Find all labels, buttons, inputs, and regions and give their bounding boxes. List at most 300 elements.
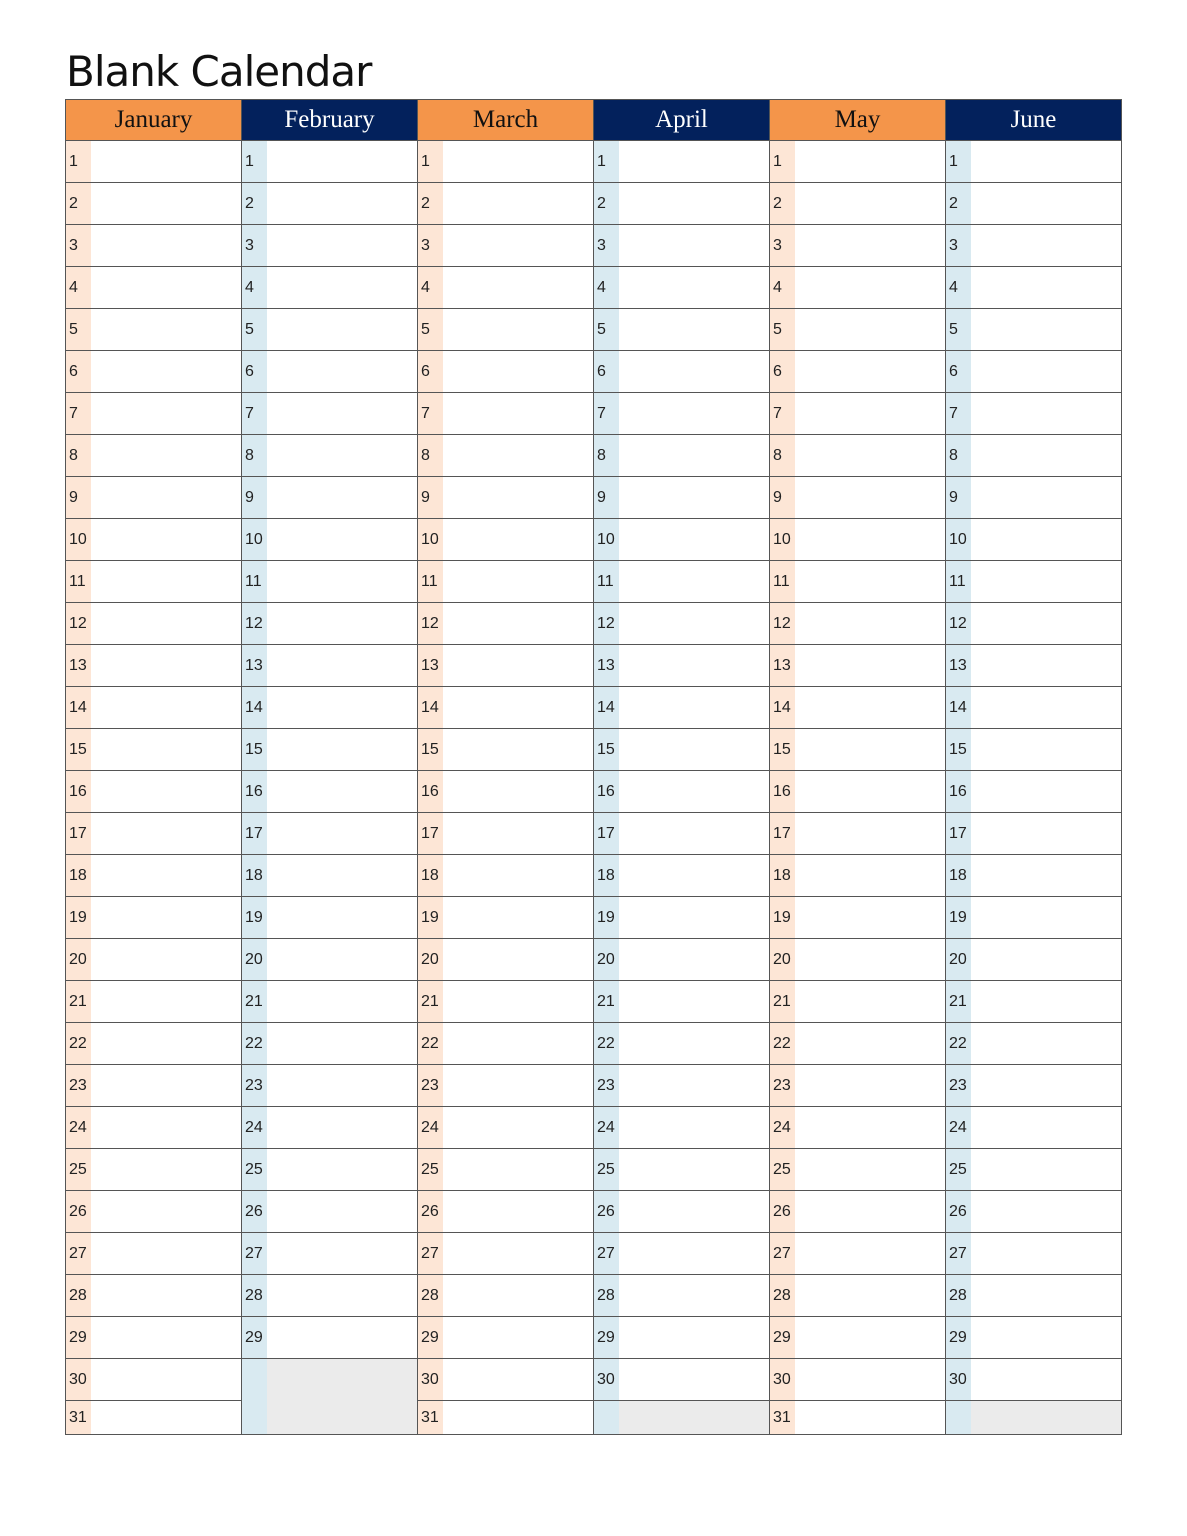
day-entry-cell[interactable] xyxy=(971,897,1121,938)
day-entry-cell[interactable] xyxy=(795,477,945,518)
day-number: 23 xyxy=(770,1065,795,1106)
day-entry-cell[interactable] xyxy=(91,687,241,728)
day-entry-cell[interactable] xyxy=(443,1107,593,1148)
day-number: 11 xyxy=(242,561,267,602)
day-entry-cell[interactable] xyxy=(795,561,945,602)
day-entry-cell[interactable] xyxy=(91,183,241,224)
day-entry-cell[interactable] xyxy=(619,351,769,392)
day-entry-cell[interactable] xyxy=(91,729,241,770)
day-entry-cell[interactable] xyxy=(971,351,1121,392)
day-row xyxy=(594,771,769,813)
day-number: 15 xyxy=(594,729,619,770)
day-number: 11 xyxy=(594,561,619,602)
day-entry-cell[interactable] xyxy=(795,1065,945,1106)
day-entry-cell[interactable] xyxy=(619,435,769,476)
day-number: 11 xyxy=(770,561,795,602)
day-entry-cell[interactable] xyxy=(619,603,769,644)
day-row xyxy=(770,771,945,813)
day-entry-cell[interactable] xyxy=(443,855,593,896)
day-entry-cell[interactable] xyxy=(91,561,241,602)
day-number: 12 xyxy=(242,603,267,644)
day-number: 16 xyxy=(770,771,795,812)
day-entry-cell[interactable] xyxy=(267,1065,417,1106)
day-row xyxy=(66,393,241,435)
day-row xyxy=(770,141,945,183)
day-entry-cell[interactable] xyxy=(443,1317,593,1358)
day-number: 21 xyxy=(66,981,91,1022)
day-entry-cell[interactable] xyxy=(619,1191,769,1232)
day-entry-cell[interactable] xyxy=(443,561,593,602)
day-entry-cell[interactable] xyxy=(971,1107,1121,1148)
day-entry-cell[interactable] xyxy=(267,1107,417,1148)
day-number: 28 xyxy=(242,1275,267,1316)
day-entry-cell[interactable] xyxy=(267,939,417,980)
day-entry-cell[interactable] xyxy=(619,939,769,980)
day-row xyxy=(242,939,417,981)
day-entry-cell[interactable] xyxy=(443,1065,593,1106)
day-entry-cell[interactable] xyxy=(443,1149,593,1190)
day-number: 11 xyxy=(66,561,91,602)
day-entry-cell[interactable] xyxy=(443,771,593,812)
day-number: 3 xyxy=(66,225,91,266)
day-entry-cell[interactable] xyxy=(795,897,945,938)
day-entry-cell[interactable] xyxy=(443,393,593,434)
day-number: 26 xyxy=(770,1191,795,1232)
day-entry-cell[interactable] xyxy=(91,897,241,938)
month-column-january xyxy=(66,100,242,1434)
day-entry-cell[interactable] xyxy=(443,267,593,308)
day-number: 17 xyxy=(66,813,91,854)
day-row xyxy=(770,729,945,771)
day-entry-cell[interactable] xyxy=(91,1149,241,1190)
day-entry-cell[interactable] xyxy=(619,1317,769,1358)
day-entry-cell[interactable] xyxy=(267,351,417,392)
day-entry-cell[interactable] xyxy=(619,225,769,266)
day-entry-cell[interactable] xyxy=(267,897,417,938)
day-row xyxy=(418,897,593,939)
day-entry-cell[interactable] xyxy=(619,1149,769,1190)
day-entry-cell[interactable] xyxy=(795,645,945,686)
day-entry-cell[interactable] xyxy=(619,1275,769,1316)
day-entry-cell[interactable] xyxy=(443,351,593,392)
day-entry-cell[interactable] xyxy=(267,687,417,728)
day-entry-cell[interactable] xyxy=(267,1023,417,1064)
day-entry-cell[interactable] xyxy=(971,1275,1121,1316)
day-entry-cell[interactable] xyxy=(91,813,241,854)
day-row xyxy=(66,561,241,603)
day-entry-cell[interactable] xyxy=(795,771,945,812)
day-entry-cell[interactable] xyxy=(795,1401,945,1434)
day-row xyxy=(946,435,1121,477)
day-entry-cell[interactable] xyxy=(443,141,593,182)
day-row xyxy=(594,645,769,687)
day-number: 15 xyxy=(66,729,91,770)
day-number: 4 xyxy=(66,267,91,308)
day-row xyxy=(418,1233,593,1275)
day-entry-cell[interactable] xyxy=(443,603,593,644)
day-entry-cell[interactable] xyxy=(619,771,769,812)
day-row xyxy=(242,393,417,435)
day-entry-cell[interactable] xyxy=(91,519,241,560)
day-row xyxy=(242,1233,417,1275)
day-entry-cell[interactable] xyxy=(443,645,593,686)
day-entry-cell[interactable] xyxy=(795,981,945,1022)
day-number: 8 xyxy=(770,435,795,476)
day-entry-cell[interactable] xyxy=(971,561,1121,602)
day-number: 18 xyxy=(66,855,91,896)
day-entry-cell[interactable] xyxy=(443,1233,593,1274)
day-row xyxy=(946,1149,1121,1191)
day-entry-cell[interactable] xyxy=(795,729,945,770)
day-row xyxy=(770,183,945,225)
day-entry-cell[interactable] xyxy=(91,855,241,896)
day-row xyxy=(594,813,769,855)
day-row xyxy=(770,897,945,939)
day-number: 19 xyxy=(594,897,619,938)
unused-day-cell xyxy=(971,1401,1121,1434)
day-entry-cell[interactable] xyxy=(795,1359,945,1400)
day-entry-cell[interactable] xyxy=(619,393,769,434)
day-number: 23 xyxy=(242,1065,267,1106)
day-row xyxy=(418,309,593,351)
day-row xyxy=(418,939,593,981)
day-number: 16 xyxy=(418,771,443,812)
day-entry-cell[interactable] xyxy=(619,183,769,224)
day-row xyxy=(946,183,1121,225)
day-entry-cell[interactable] xyxy=(267,1149,417,1190)
day-entry-cell[interactable] xyxy=(267,141,417,182)
day-entry-cell[interactable] xyxy=(267,309,417,350)
day-number: 26 xyxy=(418,1191,443,1232)
day-row xyxy=(418,1275,593,1317)
day-entry-cell[interactable] xyxy=(267,1191,417,1232)
unused-day-cell xyxy=(267,1359,417,1401)
day-entry-cell[interactable] xyxy=(267,603,417,644)
day-entry-cell[interactable] xyxy=(267,519,417,560)
day-number: 18 xyxy=(242,855,267,896)
day-entry-cell[interactable] xyxy=(795,1107,945,1148)
day-entry-cell[interactable] xyxy=(443,939,593,980)
day-entry-cell[interactable] xyxy=(971,1317,1121,1358)
day-entry-cell[interactable] xyxy=(619,855,769,896)
day-entry-cell[interactable] xyxy=(267,1233,417,1274)
day-row xyxy=(946,141,1121,183)
day-row xyxy=(242,1191,417,1233)
day-entry-cell[interactable] xyxy=(619,729,769,770)
day-entry-cell[interactable] xyxy=(91,351,241,392)
day-number: 8 xyxy=(946,435,971,476)
day-entry-cell[interactable] xyxy=(91,1401,241,1434)
day-entry-cell[interactable] xyxy=(91,141,241,182)
day-entry-cell[interactable] xyxy=(971,1359,1121,1400)
day-entry-cell[interactable] xyxy=(619,1107,769,1148)
day-entry-cell[interactable] xyxy=(795,1023,945,1064)
day-entry-cell[interactable] xyxy=(91,1233,241,1274)
day-number: 29 xyxy=(418,1317,443,1358)
day-entry-cell[interactable] xyxy=(443,183,593,224)
day-entry-cell[interactable] xyxy=(91,939,241,980)
day-number: 24 xyxy=(594,1107,619,1148)
day-entry-cell[interactable] xyxy=(267,183,417,224)
day-row xyxy=(418,267,593,309)
day-row xyxy=(66,729,241,771)
day-entry-cell[interactable] xyxy=(619,477,769,518)
day-number: 23 xyxy=(946,1065,971,1106)
day-entry-cell[interactable] xyxy=(795,225,945,266)
day-entry-cell[interactable] xyxy=(971,687,1121,728)
day-entry-cell[interactable] xyxy=(619,1359,769,1400)
day-entry-cell[interactable] xyxy=(971,267,1121,308)
day-entry-cell[interactable] xyxy=(443,519,593,560)
day-entry-cell[interactable] xyxy=(267,225,417,266)
day-row xyxy=(66,1065,241,1107)
day-row xyxy=(946,351,1121,393)
day-entry-cell[interactable] xyxy=(443,309,593,350)
day-number: 18 xyxy=(418,855,443,896)
day-number: 17 xyxy=(418,813,443,854)
day-number: 20 xyxy=(946,939,971,980)
day-entry-cell[interactable] xyxy=(619,267,769,308)
day-row xyxy=(770,1149,945,1191)
day-entry-cell[interactable] xyxy=(91,477,241,518)
day-row xyxy=(770,561,945,603)
day-number: 16 xyxy=(594,771,619,812)
day-number: 30 xyxy=(418,1359,443,1400)
day-row xyxy=(946,1275,1121,1317)
day-entry-cell[interactable] xyxy=(971,519,1121,560)
day-entry-cell[interactable] xyxy=(267,477,417,518)
day-entry-cell[interactable] xyxy=(795,603,945,644)
day-entry-cell[interactable] xyxy=(971,1191,1121,1232)
day-entry-cell[interactable] xyxy=(971,645,1121,686)
day-row xyxy=(418,1149,593,1191)
day-number: 26 xyxy=(946,1191,971,1232)
day-row xyxy=(770,477,945,519)
day-row xyxy=(66,1023,241,1065)
day-entry-cell[interactable] xyxy=(971,435,1121,476)
day-entry-cell[interactable] xyxy=(971,603,1121,644)
day-entry-cell[interactable] xyxy=(267,1275,417,1316)
day-number: 8 xyxy=(418,435,443,476)
day-number: 26 xyxy=(594,1191,619,1232)
day-entry-cell[interactable] xyxy=(971,1065,1121,1106)
day-row xyxy=(242,519,417,561)
day-entry-cell[interactable] xyxy=(267,267,417,308)
day-number: 27 xyxy=(946,1233,971,1274)
day-row xyxy=(242,1065,417,1107)
day-entry-cell[interactable] xyxy=(443,477,593,518)
day-entry-cell[interactable] xyxy=(971,981,1121,1022)
day-entry-cell[interactable] xyxy=(443,1275,593,1316)
day-entry-cell[interactable] xyxy=(795,267,945,308)
day-entry-cell[interactable] xyxy=(91,1317,241,1358)
day-entry-cell[interactable] xyxy=(267,813,417,854)
day-entry-cell[interactable] xyxy=(619,1233,769,1274)
day-number: 16 xyxy=(946,771,971,812)
day-entry-cell[interactable] xyxy=(619,561,769,602)
day-entry-cell[interactable] xyxy=(267,981,417,1022)
day-entry-cell[interactable] xyxy=(267,393,417,434)
day-entry-cell[interactable] xyxy=(795,1317,945,1358)
day-entry-cell[interactable] xyxy=(971,1023,1121,1064)
day-entry-cell[interactable] xyxy=(91,1359,241,1400)
day-entry-cell[interactable] xyxy=(971,225,1121,266)
day-entry-cell[interactable] xyxy=(443,225,593,266)
day-number: 5 xyxy=(66,309,91,350)
day-entry-cell[interactable] xyxy=(91,1107,241,1148)
day-entry-cell[interactable] xyxy=(443,1359,593,1400)
day-entry-cell[interactable] xyxy=(971,771,1121,812)
day-entry-cell[interactable] xyxy=(619,687,769,728)
day-number xyxy=(242,1359,267,1401)
day-number: 22 xyxy=(946,1023,971,1064)
day-entry-cell[interactable] xyxy=(971,1233,1121,1274)
day-number: 12 xyxy=(594,603,619,644)
day-entry-cell[interactable] xyxy=(971,1149,1121,1190)
day-entry-cell[interactable] xyxy=(443,897,593,938)
day-row xyxy=(242,141,417,183)
day-entry-cell[interactable] xyxy=(91,1065,241,1106)
day-entry-cell[interactable] xyxy=(91,1191,241,1232)
day-entry-cell[interactable] xyxy=(91,645,241,686)
day-entry-cell[interactable] xyxy=(619,897,769,938)
day-entry-cell[interactable] xyxy=(443,729,593,770)
day-entry-cell[interactable] xyxy=(267,1317,417,1358)
day-entry-cell[interactable] xyxy=(91,771,241,812)
day-entry-cell[interactable] xyxy=(795,1233,945,1274)
day-number: 5 xyxy=(594,309,619,350)
day-entry-cell[interactable] xyxy=(619,813,769,854)
day-number: 15 xyxy=(418,729,443,770)
day-row xyxy=(594,267,769,309)
day-row xyxy=(770,1275,945,1317)
day-number: 7 xyxy=(242,393,267,434)
day-row xyxy=(770,267,945,309)
day-entry-cell[interactable] xyxy=(267,561,417,602)
day-number: 9 xyxy=(594,477,619,518)
day-number: 18 xyxy=(946,855,971,896)
day-entry-cell[interactable] xyxy=(91,309,241,350)
day-entry-cell[interactable] xyxy=(443,1023,593,1064)
day-entry-cell[interactable] xyxy=(795,435,945,476)
day-entry-cell[interactable] xyxy=(795,813,945,854)
day-entry-cell[interactable] xyxy=(795,687,945,728)
day-entry-cell[interactable] xyxy=(795,183,945,224)
unused-day-cell xyxy=(267,1401,417,1434)
day-number: 22 xyxy=(66,1023,91,1064)
day-entry-cell[interactable] xyxy=(795,1149,945,1190)
day-entry-cell[interactable] xyxy=(91,603,241,644)
day-entry-cell[interactable] xyxy=(795,855,945,896)
day-row xyxy=(770,519,945,561)
day-number: 28 xyxy=(66,1275,91,1316)
day-number: 7 xyxy=(946,393,971,434)
day-row xyxy=(946,477,1121,519)
day-entry-cell[interactable] xyxy=(795,393,945,434)
day-entry-cell[interactable] xyxy=(267,771,417,812)
day-entry-cell[interactable] xyxy=(267,855,417,896)
day-row xyxy=(946,645,1121,687)
day-row xyxy=(594,561,769,603)
day-number: 24 xyxy=(66,1107,91,1148)
day-entry-cell[interactable] xyxy=(91,1275,241,1316)
day-entry-cell[interactable] xyxy=(443,1401,593,1434)
day-entry-cell[interactable] xyxy=(971,183,1121,224)
day-row xyxy=(946,771,1121,813)
day-entry-cell[interactable] xyxy=(619,645,769,686)
day-row xyxy=(946,1023,1121,1065)
day-entry-cell[interactable] xyxy=(91,1023,241,1064)
day-row xyxy=(770,813,945,855)
day-number: 27 xyxy=(66,1233,91,1274)
day-row xyxy=(946,1065,1121,1107)
day-entry-cell[interactable] xyxy=(91,981,241,1022)
day-number: 2 xyxy=(66,183,91,224)
day-number: 12 xyxy=(946,603,971,644)
day-entry-cell[interactable] xyxy=(619,309,769,350)
day-entry-cell[interactable] xyxy=(971,477,1121,518)
day-entry-cell[interactable] xyxy=(443,687,593,728)
day-entry-cell[interactable] xyxy=(795,309,945,350)
day-entry-cell[interactable] xyxy=(619,1065,769,1106)
day-row xyxy=(946,981,1121,1023)
day-entry-cell[interactable] xyxy=(971,729,1121,770)
day-entry-cell[interactable] xyxy=(795,1191,945,1232)
day-row xyxy=(770,855,945,897)
day-entry-cell[interactable] xyxy=(795,939,945,980)
day-entry-cell[interactable] xyxy=(971,939,1121,980)
day-entry-cell[interactable] xyxy=(971,393,1121,434)
day-row xyxy=(946,309,1121,351)
day-number: 22 xyxy=(770,1023,795,1064)
day-entry-cell[interactable] xyxy=(795,1275,945,1316)
day-entry-cell[interactable] xyxy=(267,729,417,770)
day-entry-cell[interactable] xyxy=(443,435,593,476)
day-row xyxy=(66,939,241,981)
day-entry-cell[interactable] xyxy=(443,1191,593,1232)
day-entry-cell[interactable] xyxy=(795,141,945,182)
day-entry-cell[interactable] xyxy=(91,393,241,434)
day-entry-cell[interactable] xyxy=(795,519,945,560)
day-entry-cell[interactable] xyxy=(443,813,593,854)
day-entry-cell[interactable] xyxy=(91,267,241,308)
day-entry-cell[interactable] xyxy=(91,225,241,266)
day-number: 8 xyxy=(242,435,267,476)
day-number: 20 xyxy=(594,939,619,980)
day-entry-cell[interactable] xyxy=(619,1023,769,1064)
day-entry-cell[interactable] xyxy=(795,351,945,392)
day-number: 23 xyxy=(418,1065,443,1106)
day-row xyxy=(242,897,417,939)
day-entry-cell[interactable] xyxy=(619,141,769,182)
day-row xyxy=(418,561,593,603)
day-entry-cell[interactable] xyxy=(971,309,1121,350)
day-entry-cell[interactable] xyxy=(267,435,417,476)
day-row xyxy=(66,1275,241,1317)
day-entry-cell[interactable] xyxy=(971,813,1121,854)
day-entry-cell[interactable] xyxy=(971,141,1121,182)
day-entry-cell[interactable] xyxy=(91,435,241,476)
day-entry-cell[interactable] xyxy=(619,981,769,1022)
day-entry-cell[interactable] xyxy=(443,981,593,1022)
day-row xyxy=(594,855,769,897)
day-entry-cell[interactable] xyxy=(267,645,417,686)
day-entry-cell[interactable] xyxy=(619,519,769,560)
month-column-june xyxy=(946,100,1122,1434)
day-number: 7 xyxy=(594,393,619,434)
day-entry-cell[interactable] xyxy=(971,855,1121,896)
day-row xyxy=(66,141,241,183)
